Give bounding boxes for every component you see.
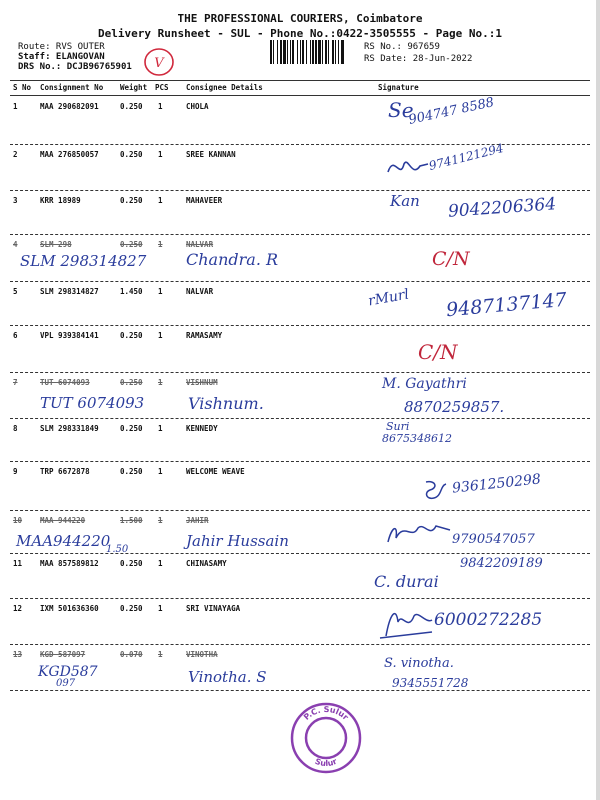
sig-row10: [384, 520, 454, 548]
row-consignee: RAMASAMY: [186, 331, 223, 340]
row-consignee: SRI VINAYAGA: [186, 604, 241, 613]
row-sno: 2: [13, 150, 18, 159]
row-sno: 3: [13, 196, 18, 205]
row-pcs: 1: [158, 424, 163, 433]
row-weight: 0.250: [120, 604, 143, 613]
row-consignment: SLM 298331849: [40, 424, 99, 433]
sig-row7: M. Gayathri: [382, 376, 467, 392]
staff-label: Staff: ELANGOVAN: [18, 52, 105, 62]
row-consignment: MAA 857589812: [40, 559, 99, 568]
row-divider: [10, 644, 590, 645]
row-consignment: SLM 298: [40, 240, 72, 249]
row-consignee: NALVAR: [186, 287, 214, 296]
phone-row10: 9790547057: [452, 532, 535, 547]
seal-bottom-text: Sulur: [313, 756, 339, 769]
row-consignment: TUT 6074093: [40, 378, 90, 387]
col-weight: Weight: [120, 83, 148, 92]
row-pcs: 1: [158, 240, 163, 249]
row-divider: [10, 418, 590, 419]
row-consignment: KGD 587097: [40, 650, 86, 659]
table-header: [10, 80, 590, 94]
row-divider: [10, 461, 590, 462]
row-consignment: KRR 18989: [40, 196, 81, 205]
sig-row5: rMurl: [366, 286, 411, 310]
col-pcs: PCS: [155, 83, 169, 92]
seal-top-text: P.C. Sulur: [301, 704, 351, 722]
circle-mark-letter: V: [154, 56, 164, 71]
office-seal: [288, 700, 364, 776]
page-title: THE PROFESSIONAL COURIERS, Coimbatore: [177, 12, 423, 25]
row-divider: [10, 190, 590, 191]
row-divider: [10, 144, 590, 145]
sig-row11: C. durai: [374, 572, 439, 591]
sig-row13: S. vinotha.: [384, 656, 454, 671]
rs-date: RS Date: 28-Jun-2022: [364, 54, 473, 64]
name-row7-hw: Vishnum.: [188, 394, 264, 413]
col-signature: Signature: [378, 83, 419, 92]
sig-row12: [376, 602, 434, 642]
row-consignment: TRP 6672878: [40, 467, 90, 476]
row-divider: [10, 372, 590, 373]
name-row10-hw: Jahir Hussain: [186, 532, 289, 550]
row-weight: 0.250: [120, 378, 143, 387]
row-consignee: VISHNUM: [186, 378, 218, 387]
row-weight: 0.250: [120, 331, 143, 340]
row-pcs: 1: [158, 378, 163, 387]
row-weight: 0.070: [120, 650, 143, 659]
col-sno: S No: [13, 83, 32, 92]
row-sno: 1: [13, 102, 18, 111]
phone-row12: 6000272285: [434, 610, 543, 630]
consignment-row10-hw: MAA944220: [16, 532, 111, 550]
circle-mark: [142, 46, 176, 78]
row-weight: 0.250: [120, 240, 143, 249]
weight-row10-hw: 1.50: [106, 544, 129, 555]
row-weight: 1.450: [120, 287, 143, 296]
sig-row8: Suri: [386, 420, 410, 433]
consignment-row13-hw2: 097: [56, 678, 76, 689]
name-row4-hw: Chandra. R: [186, 250, 279, 269]
row-divider: [10, 234, 590, 235]
row-consignment: SLM 298314827: [40, 287, 99, 296]
row-consignee: JAHIR: [186, 516, 209, 525]
row-weight: 0.250: [120, 102, 143, 111]
consignment-row4-hw: SLM 298314827: [20, 252, 147, 270]
col-consignee: Consignee Details: [186, 83, 263, 92]
consignment-row13-hw: KGD587: [38, 664, 98, 680]
row-divider: [10, 690, 590, 691]
row-weight: 0.250: [120, 467, 143, 476]
row-pcs: 1: [158, 102, 163, 111]
row-sno: 9: [13, 467, 18, 476]
row-consignee: VINOTHA: [186, 650, 218, 659]
row-weight: 0.250: [120, 196, 143, 205]
row-divider: [10, 598, 590, 599]
row-consignment: VPL 939384141: [40, 331, 99, 340]
barcode-icon: [270, 40, 360, 64]
phone-row2: 9741121294: [427, 140, 505, 174]
phone-row3: 9042206364: [447, 194, 557, 222]
name-row13-hw: Vinotha. S: [188, 668, 267, 686]
row-weight: 0.250: [120, 424, 143, 433]
row-consignee: CHOLA: [186, 102, 209, 111]
col-consignment: Consignment No: [40, 83, 104, 92]
row-divider: [10, 510, 590, 511]
phone-row11: 9842209189: [460, 556, 543, 571]
row-pcs: 1: [158, 559, 163, 568]
row-sno: 10: [13, 516, 23, 525]
row-pcs: 1: [158, 287, 163, 296]
row-consignment: MAA 944220: [40, 516, 86, 525]
row-consignee: KENNEDY: [186, 424, 218, 433]
status-row4: C/N: [432, 248, 470, 270]
row-sno: 8: [13, 424, 18, 433]
phone-row9: 9361250298: [451, 471, 542, 497]
row-consignee: NALVAR: [186, 240, 214, 249]
consignment-row7-hw: TUT 6074093: [40, 394, 145, 412]
row-pcs: 1: [158, 516, 163, 525]
page-subtitle: Delivery Runsheet - SUL - Phone No.:0422-3505555 - Page No.:1: [98, 27, 502, 40]
row-pcs: 1: [158, 331, 163, 340]
scan-edge: [596, 0, 600, 800]
row-pcs: 1: [158, 467, 163, 476]
sig-row2: [384, 152, 430, 182]
row-consignee: MAHAVEER: [186, 196, 223, 205]
row-consignee: CHINASAMY: [186, 559, 227, 568]
row-sno: 5: [13, 287, 18, 296]
row-sno: 4: [13, 240, 18, 249]
phone-row1: 904747 8588: [407, 95, 496, 128]
drs-label: DRS No.: DCJB96765901: [18, 62, 132, 72]
route-label: Route: RVS OUTER: [18, 42, 105, 52]
phone-row5: 9487137147: [445, 288, 568, 322]
row-consignee: WELCOME WEAVE: [186, 467, 245, 476]
row-consignment: MAA 276850057: [40, 150, 99, 159]
row-sno: 12: [13, 604, 23, 613]
row-weight: 0.250: [120, 150, 143, 159]
row-divider: [10, 281, 590, 282]
row-sno: 6: [13, 331, 18, 340]
row-weight: 0.250: [120, 559, 143, 568]
row-sno: 11: [13, 559, 23, 568]
phone-row8: 8675348612: [382, 432, 452, 445]
sig-row1: Se: [388, 98, 414, 122]
row-weight: 1.500: [120, 516, 143, 525]
row-sno: 7: [13, 378, 18, 387]
sig-row3: Kan: [390, 192, 420, 210]
row-pcs: 1: [158, 604, 163, 613]
sig-row9: [420, 478, 450, 502]
rs-number: RS No.: 967659: [364, 42, 440, 52]
status-row6: C/N: [418, 340, 458, 364]
phone-row13: 9345551728: [392, 676, 469, 690]
row-pcs: 1: [158, 196, 163, 205]
row-divider: [10, 325, 590, 326]
row-pcs: 1: [158, 150, 163, 159]
row-pcs: 1: [158, 650, 163, 659]
row-sno: 13: [13, 650, 23, 659]
row-consignee: SREE KANNAN: [186, 150, 236, 159]
row-divider: [10, 553, 590, 554]
row-consignment: IXM 501636360: [40, 604, 99, 613]
row-consignment: MAA 290682091: [40, 102, 99, 111]
phone-row7: 8870259857.: [404, 398, 505, 416]
